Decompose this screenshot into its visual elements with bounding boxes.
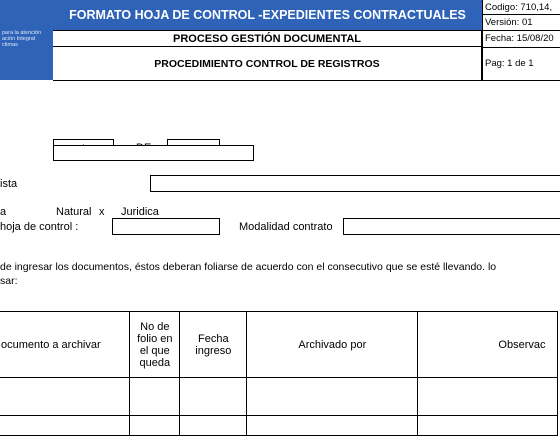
table-cell[interactable] [130, 416, 180, 436]
document-version: Versión: 01 [482, 14, 560, 30]
header-divider [482, 14, 560, 15]
table-row [0, 378, 558, 416]
table-cell[interactable] [0, 416, 130, 436]
logo-text-line: ctimas [2, 42, 18, 48]
control-sheet-field[interactable] [112, 218, 220, 235]
document-code: Codigo: 710,14, [482, 0, 560, 14]
control-sheet-label: hoja de control : [0, 221, 79, 233]
table-cell[interactable] [0, 378, 130, 416]
juridica-option-label[interactable]: Juridica [121, 206, 159, 218]
column-header-archived-by: Archivado por [247, 312, 418, 378]
natural-option-label: Natural [56, 206, 92, 218]
table-cell[interactable] [418, 378, 558, 416]
table-row [0, 416, 558, 436]
column-header-observations: Observac [418, 312, 558, 378]
document-date: Fecha: 15/08/20 [482, 30, 560, 47]
record-field[interactable] [53, 145, 254, 161]
instructions-line-1: de ingresar los documentos, éstos deberan foliarse de acuerdo con el consecutivo que se esté llevando. lo [0, 261, 497, 273]
table-cell[interactable] [247, 416, 418, 436]
header-bottom-border [53, 80, 560, 81]
document-control-table [0, 311, 558, 436]
page-indicator: Pag: 1 de 1 [482, 47, 560, 80]
form-title: FORMATO HOJA DE CONTROL -EXPEDIENTES CONTRACTUALES [53, 0, 482, 31]
table-cell[interactable] [247, 378, 418, 416]
logo-text-line: ación Integral [2, 36, 36, 42]
person-type-label: a [0, 206, 7, 218]
table-cell[interactable] [418, 416, 558, 436]
process-name: PROCESO GESTIÓN DOCUMENTAL [53, 31, 482, 47]
modality-label: Modalidad contrato [239, 221, 333, 233]
procedure-name: PROCEDIMIENTO CONTROL DE REGISTROS [53, 47, 482, 80]
logo-text-line: para la atención [2, 30, 42, 36]
instructions-line-2: sar: [0, 275, 18, 287]
table-cell[interactable] [180, 378, 247, 416]
header-divider [482, 47, 560, 48]
contractor-field[interactable] [150, 175, 560, 192]
modality-field[interactable] [343, 218, 560, 235]
contractor-label: ista [0, 178, 18, 190]
natural-option-mark[interactable]: x [99, 206, 105, 218]
column-header-entry-date: Fecha ingreso [180, 312, 247, 378]
column-header-document: ocumento a archivar [0, 312, 130, 378]
table-cell[interactable] [130, 378, 180, 416]
header-divider [482, 30, 560, 31]
entity-logo [0, 0, 53, 80]
table-cell[interactable] [180, 416, 247, 436]
column-header-folio: No de folio en el que queda [130, 312, 180, 378]
